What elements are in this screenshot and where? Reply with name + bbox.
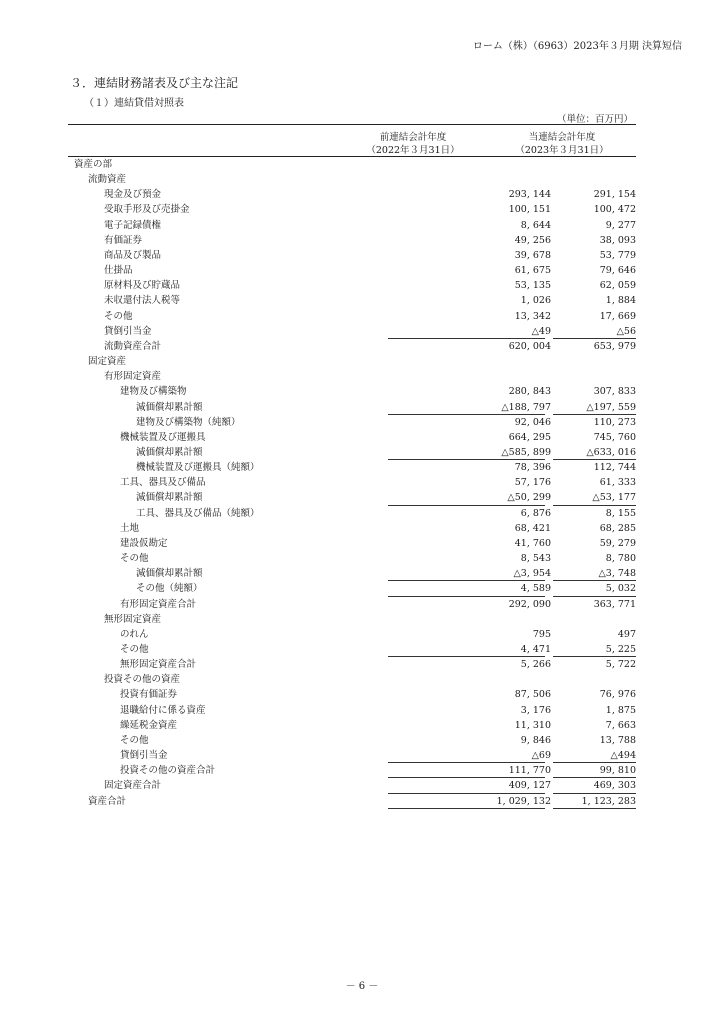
row-label: 減価償却累計額 bbox=[136, 568, 203, 580]
table-row bbox=[68, 703, 636, 718]
row-value-prev: 92, 046 bbox=[514, 416, 551, 428]
row-value-prev: 3, 176 bbox=[520, 704, 551, 716]
row-value-curr: 5, 722 bbox=[605, 659, 636, 671]
row-value-curr: 8, 155 bbox=[605, 507, 636, 519]
table-row bbox=[68, 430, 636, 445]
row-value-prev: 795 bbox=[532, 628, 551, 640]
row-value-prev: 6, 876 bbox=[520, 507, 551, 519]
row-value-curr: △494 bbox=[610, 750, 636, 762]
row-label: 有形固定資産 bbox=[104, 371, 162, 383]
row-value-curr: 13, 788 bbox=[599, 734, 636, 746]
row-label: 繰延税金資産 bbox=[120, 719, 178, 731]
row-label: 貸倒引当金 bbox=[120, 750, 168, 762]
row-label: 有形固定資産合計 bbox=[120, 598, 197, 610]
row-label: 減価償却累計額 bbox=[136, 492, 203, 504]
section-title: ３．連結財務諸表及び主な注記 bbox=[70, 76, 239, 90]
row-value-curr: 307, 833 bbox=[593, 386, 636, 398]
row-value-curr: 110, 273 bbox=[593, 416, 636, 428]
row-label: 建物及び構築物 bbox=[120, 386, 187, 398]
row-value-prev: 280, 843 bbox=[508, 386, 551, 398]
row-value-prev: △50, 299 bbox=[507, 492, 551, 504]
row-label: 資産合計 bbox=[88, 795, 127, 807]
row-label: 流動資産 bbox=[88, 174, 127, 186]
row-label: 電子記録債権 bbox=[104, 219, 162, 231]
table-row bbox=[68, 263, 636, 278]
row-value-prev: 49, 256 bbox=[514, 234, 551, 246]
row-value-curr: △56 bbox=[616, 325, 636, 337]
table-row bbox=[68, 384, 636, 399]
row-value-curr: 1, 123, 283 bbox=[581, 795, 636, 807]
row-value-curr: 99, 810 bbox=[599, 765, 636, 777]
row-label: 機械装置及び運搬具 bbox=[120, 431, 206, 443]
table-top-rule bbox=[68, 124, 636, 125]
table-row bbox=[68, 233, 636, 248]
row-value-prev: 8, 644 bbox=[520, 219, 551, 231]
row-label: 投資その他の資産合計 bbox=[120, 765, 216, 777]
row-label: その他 bbox=[120, 644, 149, 655]
table-row bbox=[68, 794, 636, 809]
balance-sheet-table bbox=[68, 157, 636, 809]
table-row bbox=[68, 202, 636, 217]
row-value-curr: 497 bbox=[617, 628, 636, 640]
row-label: 投資その他の資産 bbox=[104, 674, 181, 686]
table-row bbox=[68, 778, 636, 793]
table-row bbox=[68, 597, 636, 612]
column-header-prev-period: 前連結会計年度 bbox=[379, 132, 447, 143]
table-row bbox=[68, 566, 636, 581]
row-label: 資産の部 bbox=[74, 159, 113, 170]
row-value-curr: 5, 032 bbox=[605, 583, 636, 595]
row-label: 有価証券 bbox=[104, 234, 143, 246]
table-row bbox=[68, 309, 636, 324]
row-value-curr: 291, 154 bbox=[593, 189, 636, 201]
table-row bbox=[68, 400, 636, 415]
unit-label: （単位：百万円） bbox=[556, 114, 633, 125]
column-header-curr-date: （2023年３月31日） bbox=[515, 145, 609, 156]
column-header-prev-date: （2022年３月31日） bbox=[366, 145, 460, 156]
row-value-curr: △197, 559 bbox=[586, 401, 636, 413]
row-value-curr: 745, 760 bbox=[593, 431, 636, 443]
row-value-curr: 62, 059 bbox=[599, 280, 636, 292]
row-label: 建物及び構築物（純額） bbox=[136, 416, 241, 428]
row-value-curr: 8, 780 bbox=[605, 553, 636, 565]
row-value-prev: 41, 760 bbox=[514, 537, 551, 549]
table-row bbox=[68, 248, 636, 263]
table-row bbox=[68, 672, 636, 687]
table-row bbox=[68, 551, 636, 566]
row-value-prev: 4, 589 bbox=[520, 583, 551, 595]
row-value-prev: 11, 310 bbox=[514, 719, 551, 731]
table-row bbox=[68, 763, 636, 778]
row-label: 減価償却累計額 bbox=[136, 401, 203, 413]
row-value-curr: 17, 669 bbox=[599, 310, 636, 322]
table-row bbox=[68, 612, 636, 627]
row-label: 原材料及び貯蔵品 bbox=[104, 280, 181, 292]
row-value-curr: 1, 875 bbox=[605, 704, 636, 716]
table-row bbox=[68, 445, 636, 460]
row-value-curr: △53, 177 bbox=[592, 492, 636, 504]
row-value-curr: 100, 472 bbox=[593, 204, 636, 216]
table-row bbox=[68, 748, 636, 763]
row-value-prev: 292, 090 bbox=[508, 598, 551, 610]
row-value-curr: 61, 333 bbox=[599, 477, 636, 489]
row-value-curr: 59, 279 bbox=[599, 537, 636, 549]
row-value-prev: 4, 471 bbox=[520, 644, 551, 655]
row-value-prev: 87, 506 bbox=[514, 689, 551, 701]
table-row bbox=[68, 293, 636, 308]
table-row bbox=[68, 642, 636, 657]
table-row bbox=[68, 657, 636, 672]
table-row bbox=[68, 627, 636, 642]
row-label: のれん bbox=[120, 628, 149, 640]
row-value-curr: 7, 663 bbox=[605, 719, 636, 731]
page-number: － 6 － bbox=[345, 981, 379, 992]
row-value-prev: 39, 678 bbox=[514, 249, 551, 261]
row-value-prev: 1, 029, 132 bbox=[496, 795, 551, 807]
row-label: 退職給付に係る資産 bbox=[120, 704, 206, 716]
row-value-prev: 68, 421 bbox=[514, 522, 551, 534]
row-label: 機械装置及び運搬具（純額） bbox=[136, 462, 260, 474]
row-label: 受取手形及び売掛金 bbox=[104, 204, 190, 216]
row-label: 貸倒引当金 bbox=[104, 325, 152, 337]
row-value-prev: 111, 770 bbox=[508, 765, 551, 777]
row-value-curr: 469, 303 bbox=[593, 780, 636, 792]
row-value-prev: 9, 846 bbox=[520, 734, 551, 746]
row-value-prev: 78, 396 bbox=[514, 462, 551, 474]
row-value-curr: 363, 771 bbox=[593, 598, 636, 610]
table-row bbox=[68, 536, 636, 551]
row-value-curr: 79, 646 bbox=[599, 265, 636, 277]
row-label: 減価償却累計額 bbox=[136, 446, 203, 458]
table-row bbox=[68, 687, 636, 702]
row-value-curr: 53, 779 bbox=[599, 249, 636, 261]
row-value-prev: 61, 675 bbox=[514, 265, 551, 277]
row-label: 仕掛品 bbox=[104, 265, 133, 277]
row-label: 無形固定資産合計 bbox=[120, 659, 197, 671]
row-value-curr: 1, 884 bbox=[605, 295, 636, 307]
table-row bbox=[68, 718, 636, 733]
row-label: 無形固定資産 bbox=[104, 613, 162, 625]
column-header-curr bbox=[492, 131, 632, 157]
row-underline-curr bbox=[553, 808, 636, 809]
table-row bbox=[68, 278, 636, 293]
row-value-prev: 293, 144 bbox=[508, 189, 551, 201]
table-row bbox=[68, 506, 636, 521]
table-row bbox=[68, 475, 636, 490]
table-row bbox=[68, 339, 636, 354]
row-value-prev: △188, 797 bbox=[501, 401, 551, 413]
row-value-prev: 57, 176 bbox=[514, 477, 551, 489]
document-header: ローム（株）（6963）2023年３月期 決算短信 bbox=[472, 41, 682, 52]
sub-title: （１）連結貸借対照表 bbox=[84, 98, 184, 109]
row-value-curr: 68, 285 bbox=[599, 522, 636, 534]
row-value-prev: △3, 954 bbox=[513, 568, 551, 580]
row-label: その他（純額） bbox=[136, 583, 203, 595]
row-value-prev: 664, 295 bbox=[508, 431, 551, 443]
row-label: 投資有価証券 bbox=[120, 689, 178, 701]
table-row bbox=[68, 581, 636, 596]
row-label: その他 bbox=[104, 310, 133, 322]
row-label: 商品及び製品 bbox=[104, 249, 162, 261]
row-value-curr: 76, 976 bbox=[599, 689, 636, 701]
row-value-curr: △633, 016 bbox=[586, 446, 636, 458]
row-label: 工具、器具及び備品 bbox=[120, 477, 206, 489]
row-value-prev: 13, 342 bbox=[514, 310, 551, 322]
row-label: 現金及び預金 bbox=[104, 189, 162, 201]
row-value-curr: 112, 744 bbox=[593, 462, 636, 474]
table-row bbox=[68, 415, 636, 430]
row-value-curr: 38, 093 bbox=[599, 234, 636, 246]
row-underline-prev bbox=[388, 808, 545, 809]
row-label: その他 bbox=[120, 734, 149, 746]
table-row bbox=[68, 490, 636, 505]
table-row bbox=[68, 187, 636, 202]
row-label: 固定資産 bbox=[88, 356, 127, 368]
row-label: その他 bbox=[120, 553, 149, 565]
row-label: 流動資産合計 bbox=[104, 340, 162, 352]
row-value-curr: 9, 277 bbox=[605, 219, 636, 231]
row-value-prev: 409, 127 bbox=[508, 780, 551, 792]
row-value-prev: 100, 151 bbox=[508, 204, 551, 216]
row-label: 土地 bbox=[120, 522, 140, 534]
row-value-curr: △3, 748 bbox=[598, 568, 636, 580]
row-value-prev: 53, 135 bbox=[514, 280, 551, 292]
table-row bbox=[68, 521, 636, 536]
row-value-curr: 5, 225 bbox=[605, 644, 636, 655]
table-row bbox=[68, 460, 636, 475]
row-label: 固定資産合計 bbox=[104, 780, 162, 792]
row-value-prev: 620, 004 bbox=[508, 340, 551, 352]
column-header-curr-period: 当連結会計年度 bbox=[528, 132, 596, 143]
row-value-prev: 8, 543 bbox=[520, 553, 551, 565]
table-row bbox=[68, 354, 636, 369]
table-row bbox=[68, 369, 636, 384]
row-value-prev: 5, 266 bbox=[520, 659, 551, 671]
row-label: 工具、器具及び備品（純額） bbox=[136, 507, 260, 519]
row-value-prev: △69 bbox=[531, 750, 551, 762]
column-header-prev bbox=[343, 131, 483, 157]
row-value-prev: △585, 899 bbox=[501, 446, 551, 458]
table-row bbox=[68, 733, 636, 748]
row-label: 未収還付法人税等 bbox=[104, 295, 181, 307]
row-value-prev: 1, 026 bbox=[520, 295, 551, 307]
table-row bbox=[68, 172, 636, 187]
table-row bbox=[68, 157, 636, 172]
row-value-curr: 653, 979 bbox=[593, 340, 636, 352]
row-label: 建設仮勘定 bbox=[120, 537, 168, 549]
row-value-prev: △49 bbox=[531, 325, 551, 337]
table-row bbox=[68, 324, 636, 339]
table-row bbox=[68, 218, 636, 233]
